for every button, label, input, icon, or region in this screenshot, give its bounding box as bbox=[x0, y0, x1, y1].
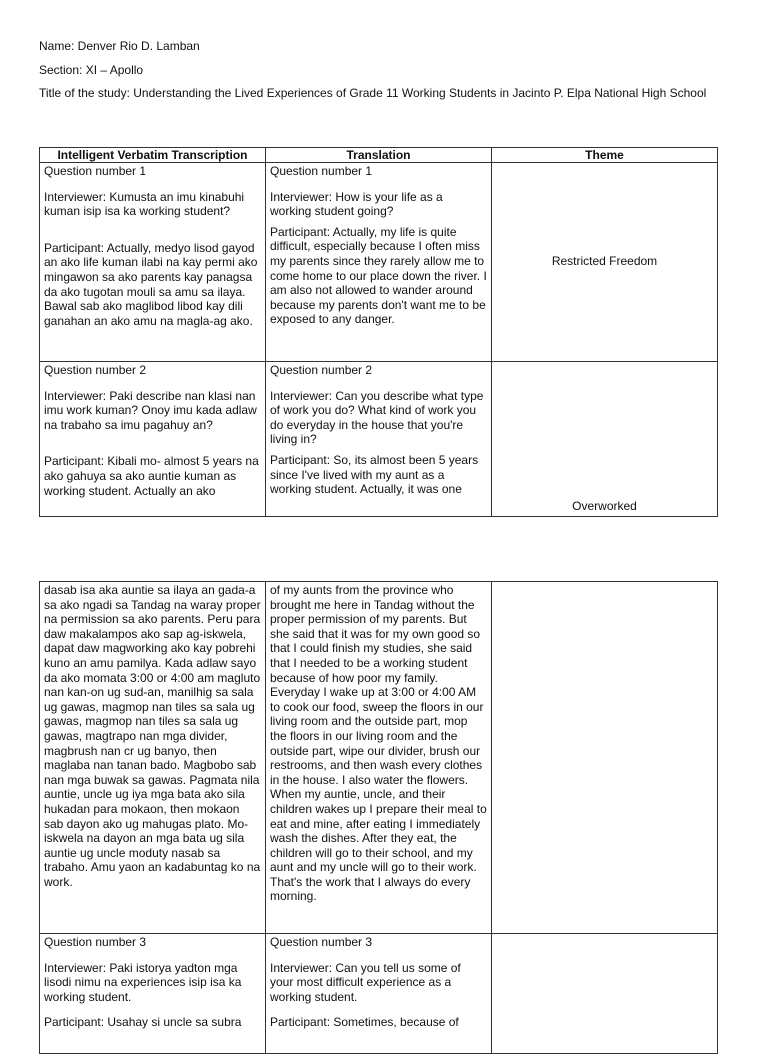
student-section: Section: XI – Apollo bbox=[39, 63, 144, 77]
interviewer-text: Interviewer: Can you tell us some of your most difficult experience as a working student. bbox=[270, 960, 461, 1004]
interviewer-text: Interviewer: Paki describe nan klasi nan imu work kuman? Onoy imu kada adlaw na trabaho sa imu pagahuy an? bbox=[44, 388, 257, 432]
theme-cell: Restricted Freedom bbox=[492, 163, 718, 362]
question-label: Question number 2 bbox=[270, 363, 373, 377]
table-row bbox=[40, 362, 718, 517]
table-row bbox=[40, 934, 718, 1054]
participant-text: Participant: So, its almost been 5 years since I've lived with my aunt as a working student. Actually, it was one bbox=[270, 452, 479, 497]
question-label: Question number 2 bbox=[44, 363, 147, 377]
theme-cell bbox=[492, 934, 718, 1054]
participant-text: Participant: Sometimes, because of bbox=[270, 1015, 459, 1030]
table-header-row bbox=[40, 148, 718, 163]
header-theme: Theme bbox=[492, 148, 718, 163]
participant-text: Participant: Kibali mo- almost 5 years na ako gahuya sa ako auntie kuman as working student. Actually an ako bbox=[44, 454, 259, 498]
translation-cell bbox=[266, 362, 492, 517]
question-label: Question number 3 bbox=[270, 935, 373, 949]
theme-cell bbox=[492, 582, 718, 934]
participant-text: of my aunts from the province who brought me here in Tandag without the proper permission of my parents. But she said that it was for my own good so that I could finish my studies, she said that I needed to be a working student because of how poor my family. Everyday I wake up at 3:00 or 4:00 AM to cook our food, sweep the floors in our living room and the outside part, mop the floors in our living room and the outside part, wipe our divider, brush our restrooms, and then wash every clothes in the house. I also water the flowers. When my auntie, uncle, and their children wakes up I prepare their meal to eat and mine, after eating I immediately wash the dishes. After they eat, the children will go to their school, and my aunt and my uncle will go to their work. That's the work that I always do every morning. bbox=[270, 583, 487, 904]
participant-text: Participant: Actually, medyo lisod gayod an ako life kuman ilabi na kay permi ako mingawon sa ako parents kay panagsa da ako tugotan mouli sa amu sa ilaya. Bawal sab ako maglibod libod kay dili ganahan an ako amu na magla-ag ako. bbox=[44, 240, 258, 328]
interviewer-text: Interviewer: Kumusta an imu kinabuhi kuman isip isa ka working student? bbox=[44, 189, 245, 219]
study-title: Title of the study: Understanding the Lived Experiences of Grade 11 Working Students in Jacinto P. Elpa National High School bbox=[39, 86, 707, 100]
table-row bbox=[40, 163, 718, 362]
interviewer-text: Interviewer: Paki istorya yadton mga lisodi nimu na experiences isip isa ka working student. bbox=[44, 960, 242, 1004]
theme-cell: Overworked bbox=[492, 362, 718, 517]
transcription-cell bbox=[40, 934, 266, 1054]
transcription-cell bbox=[40, 362, 266, 517]
interviewer-text: Interviewer: Can you describe what type of work you do? What kind of work you do everyday in the house that you're living in? bbox=[270, 388, 484, 447]
translation-cell bbox=[266, 163, 492, 362]
participant-text: Participant: Actually, my life is quite difficult, especially because I often miss my parents since they rarely allow me to come home to our place down the river. I am also not allowed to wander around because my parents don't want me to be exposed to any danger. bbox=[270, 224, 487, 327]
question-label: Question number 1 bbox=[270, 164, 373, 178]
question-label: Question number 1 bbox=[44, 164, 147, 178]
interviewer-text: Interviewer: How is your life as a working student going? bbox=[270, 189, 443, 219]
transcription-cell bbox=[40, 582, 266, 934]
header-translation: Translation bbox=[266, 148, 492, 163]
transcription-cell bbox=[40, 163, 266, 362]
translation-cell bbox=[266, 934, 492, 1054]
transcription-table bbox=[39, 147, 718, 517]
transcription-table-continued bbox=[39, 581, 718, 1054]
student-name: Name: Denver Rio D. Lamban bbox=[39, 39, 200, 53]
header-transcription: Intelligent Verbatim Transcription bbox=[40, 148, 266, 163]
participant-text: dasab isa aka auntie sa ilaya an gada-a sa ako ngadi sa Tandag na waray proper na permission sa ako parents. Peru para daw makalampos ako sap ag-iskwela, dapat daw magworking ako kay pobrehi kuno an amu pamilya. Kada adlaw sayo da ako momata 3:00 or 4:00 am magluto nan kan-on ug sud-an, manilhig sa sala ug gawas, magmop nan tiles sa sala ug gawas, magmop nan tiles sa sala ug gawas, magtrapo nan mga divider, magbrush nan cr ug banyo, then maglaba nan tanan bado. Magbobo sab nan mga buwak sa gawas. Pagmata nila auntie, uncle ug iya mga bata ako sila hukadan para mokaon, then mokaon sab dayon ako ug mahugas plato. Mo-iskwela na dayon an mga bata ug sila auntie ug uncle moduty nasab sa trabaho. Amu yaon an kadabuntag ko na work. bbox=[44, 583, 261, 889]
participant-text: Participant: Usahay si uncle sa subra bbox=[44, 1015, 242, 1030]
question-label: Question number 3 bbox=[44, 935, 147, 949]
table-row bbox=[40, 582, 718, 934]
translation-cell bbox=[266, 582, 492, 934]
